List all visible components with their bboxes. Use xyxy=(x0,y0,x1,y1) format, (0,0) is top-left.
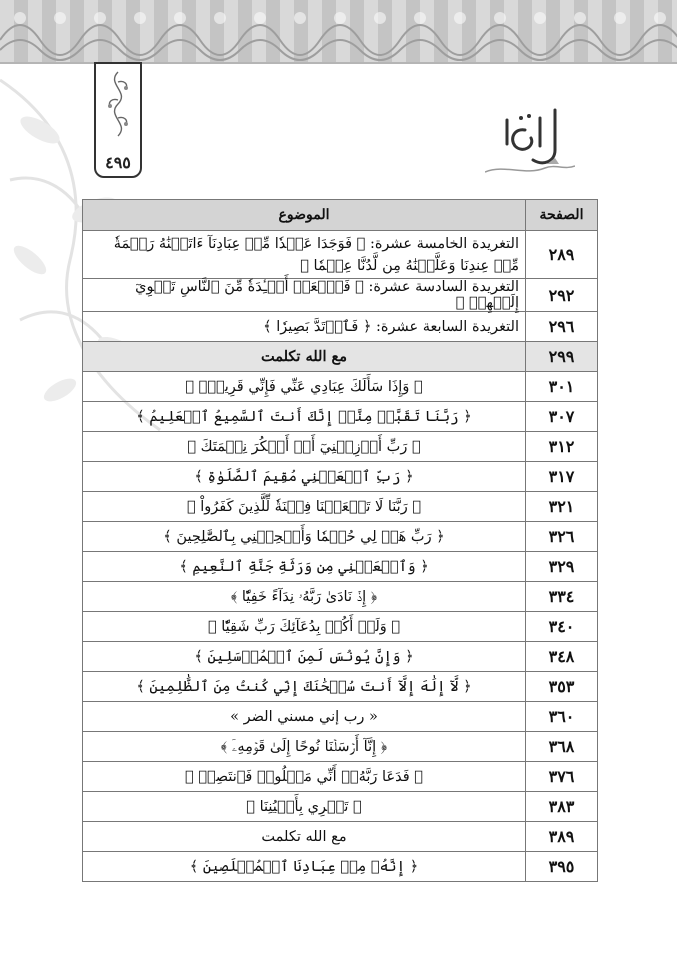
page-number-cell: ٣٢١ xyxy=(526,492,598,522)
table-row xyxy=(83,702,598,732)
topic-cell: ﴿ رَبِّ أَوۡزِعۡنِيٓ أَنۡ أَشۡكُرَ نِعۡمَتَكَ ﴾ xyxy=(83,432,526,462)
table-row xyxy=(83,231,598,279)
topic-cell: ﴿ رَبِّ هَبۡ لِي حُكۡمٗا وَأَلۡحِقۡنِي بِٱلصَّٰلِحِينَ ﴾ xyxy=(83,522,526,552)
table-row xyxy=(83,732,598,762)
page-number-cell: ٣٩٥ xyxy=(526,852,598,882)
page-number-cell: ٣٢٩ xyxy=(526,552,598,582)
topic-cell: ﴿ رَبَّنَا تَقَبَّلۡ مِنَّآۖ إِنَّكَ أَنتَ ٱلسَّمِيعُ ٱلۡعَلِيمُ ﴾ xyxy=(83,402,526,432)
table-row xyxy=(83,552,598,582)
page-number-cell: ٣٢٦ xyxy=(526,522,598,552)
table-row xyxy=(83,432,598,462)
table-row xyxy=(83,522,598,552)
table-row xyxy=(83,582,598,612)
calligraphy-logo xyxy=(485,100,575,180)
topic-cell: « رب إني مسني الضر » xyxy=(83,702,526,732)
page-number-cell: ٢٨٩ xyxy=(526,231,598,279)
table-row xyxy=(83,612,598,642)
page-number-cell: ٣٨٩ xyxy=(526,822,598,852)
topic-cell: ﴿ وَإِذَا سَأَلَكَ عِبَادِي عَنِّي فَإِنِّي قَرِيبٌۖ ﴾ xyxy=(83,372,526,402)
topic-cell: ﴿ وَإِنَّ يُونُسَ لَمِنَ ٱلۡمُرۡسَلِينَ ﴾ xyxy=(83,642,526,672)
table-row xyxy=(83,462,598,492)
topic-cell: التغريدة السابعة عشرة: ﴿ فَٱرۡتَدَّ بَصِيرٗا ﴾ xyxy=(83,312,526,342)
topic-cell: مع الله تكلمت xyxy=(83,342,526,372)
contents-table-body xyxy=(83,231,598,882)
topic-cell: ﴿ رَبِّ ٱجۡعَلۡنِي مُقِيمَ ٱلصَّلَوٰةِ ﴾ xyxy=(83,462,526,492)
ornament-icon xyxy=(102,70,134,140)
page-number-cell: ٣١٢ xyxy=(526,432,598,462)
topic-cell: ﴿ إِذۡ نَادَىٰ رَبَّهُۥ نِدَآءً خَفِيّٗا ﴾ xyxy=(83,582,526,612)
page-number-cell: ٣٨٣ xyxy=(526,792,598,822)
topic-cell: التغريدة السادسة عشرة: ﴿ فَٱجۡعَلۡ أَفۡـِٔدَةٗ مِّنَ ٱلنَّاسِ تَهۡوِيٓ إِلَيۡهِمۡ ﴾ xyxy=(83,279,526,312)
topic-column-header: الموضوع xyxy=(83,200,526,231)
table-row xyxy=(83,402,598,432)
page-number-cell: ٣١٧ xyxy=(526,462,598,492)
top-ornament-band xyxy=(0,0,677,64)
topic-cell: ﴿ وَٱجۡعَلۡنِي مِن وَرَثَةِ جَنَّةِ ٱلنَّعِيمِ ﴾ xyxy=(83,552,526,582)
table-row xyxy=(83,312,598,342)
topic-cell: ﴿ رَبَّنَا لَا تَجۡعَلۡنَا فِتۡنَةٗ لِّلَّذِينَ كَفَرُواْ ﴾ xyxy=(83,492,526,522)
page-column-header: الصفحة xyxy=(526,200,598,231)
page-number-cell: ٣٦٨ xyxy=(526,732,598,762)
section-row xyxy=(83,342,598,372)
topic-cell: ﴿ إِنَّهُۥ مِنۡ عِبَادِنَا ٱلۡمُخۡلَصِينَ ﴾ xyxy=(83,852,526,882)
page-number-cell: ٣٣٤ xyxy=(526,582,598,612)
table-row xyxy=(83,492,598,522)
topic-cell: ﴿ لَّآ إِلَٰهَ إِلَّآ أَنتَ سُبۡحَٰنَكَ إِنِّي كُنتُ مِنَ ٱلظَّٰلِمِينَ ﴾ xyxy=(83,672,526,702)
page-number-cell: ٣٦٠ xyxy=(526,702,598,732)
table-row xyxy=(83,762,598,792)
page-number-cell: ٣٤٠ xyxy=(526,612,598,642)
topic-cell: ﴿ فَدَعَا رَبَّهُۥٓ أَنِّي مَغۡلُوبٞ فَٱنتَصِرۡ ﴾ xyxy=(83,762,526,792)
table-row xyxy=(83,279,598,312)
table-row xyxy=(83,372,598,402)
page-number-cell: ٣٠٧ xyxy=(526,402,598,432)
table-row xyxy=(83,792,598,822)
page-number-cell: ٣٥٣ xyxy=(526,672,598,702)
topic-cell: ﴿ إِنَّآ أَرۡسَلۡنَا نُوحًا إِلَىٰ قَوۡمِهِۦٓ ﴾ xyxy=(83,732,526,762)
page-number-badge xyxy=(94,62,142,178)
page-number-cell: ٢٩٢ xyxy=(526,279,598,312)
table-row xyxy=(83,672,598,702)
topic-cell: مع الله تكلمت xyxy=(83,822,526,852)
page-number-cell: ٢٩٦ xyxy=(526,312,598,342)
table-header-row xyxy=(83,200,598,231)
topic-cell: التغريدة الخامسة عشرة: ﴿ فَوَجَدَا عَبۡدٗا مِّنۡ عِبَادِنَآ ءَاتَيۡنَٰهُ رَحۡمَةٗ مِّنۡ عِندِنَا وَعَلَّمۡنَٰهُ مِن لَّدُنَّا عِلۡمٗا ﴾ xyxy=(83,231,526,279)
table-row xyxy=(83,642,598,672)
page-number-cell: ٣٠١ xyxy=(526,372,598,402)
page-number-cell: ٢٩٩ xyxy=(526,342,598,372)
table-row xyxy=(83,822,598,852)
page-number: ٤٩٥ xyxy=(105,153,131,172)
page-number-cell: ٣٧٦ xyxy=(526,762,598,792)
contents-table xyxy=(82,199,598,882)
topic-cell: ﴿ تَجۡرِي بِأَعۡيُنِنَا ﴾ xyxy=(83,792,526,822)
table-row xyxy=(83,852,598,882)
page-number-cell: ٣٤٨ xyxy=(526,642,598,672)
topic-cell: ﴿ وَلَمۡ أَكُنۢ بِدُعَآئِكَ رَبِّ شَقِيّٗا ﴾ xyxy=(83,612,526,642)
